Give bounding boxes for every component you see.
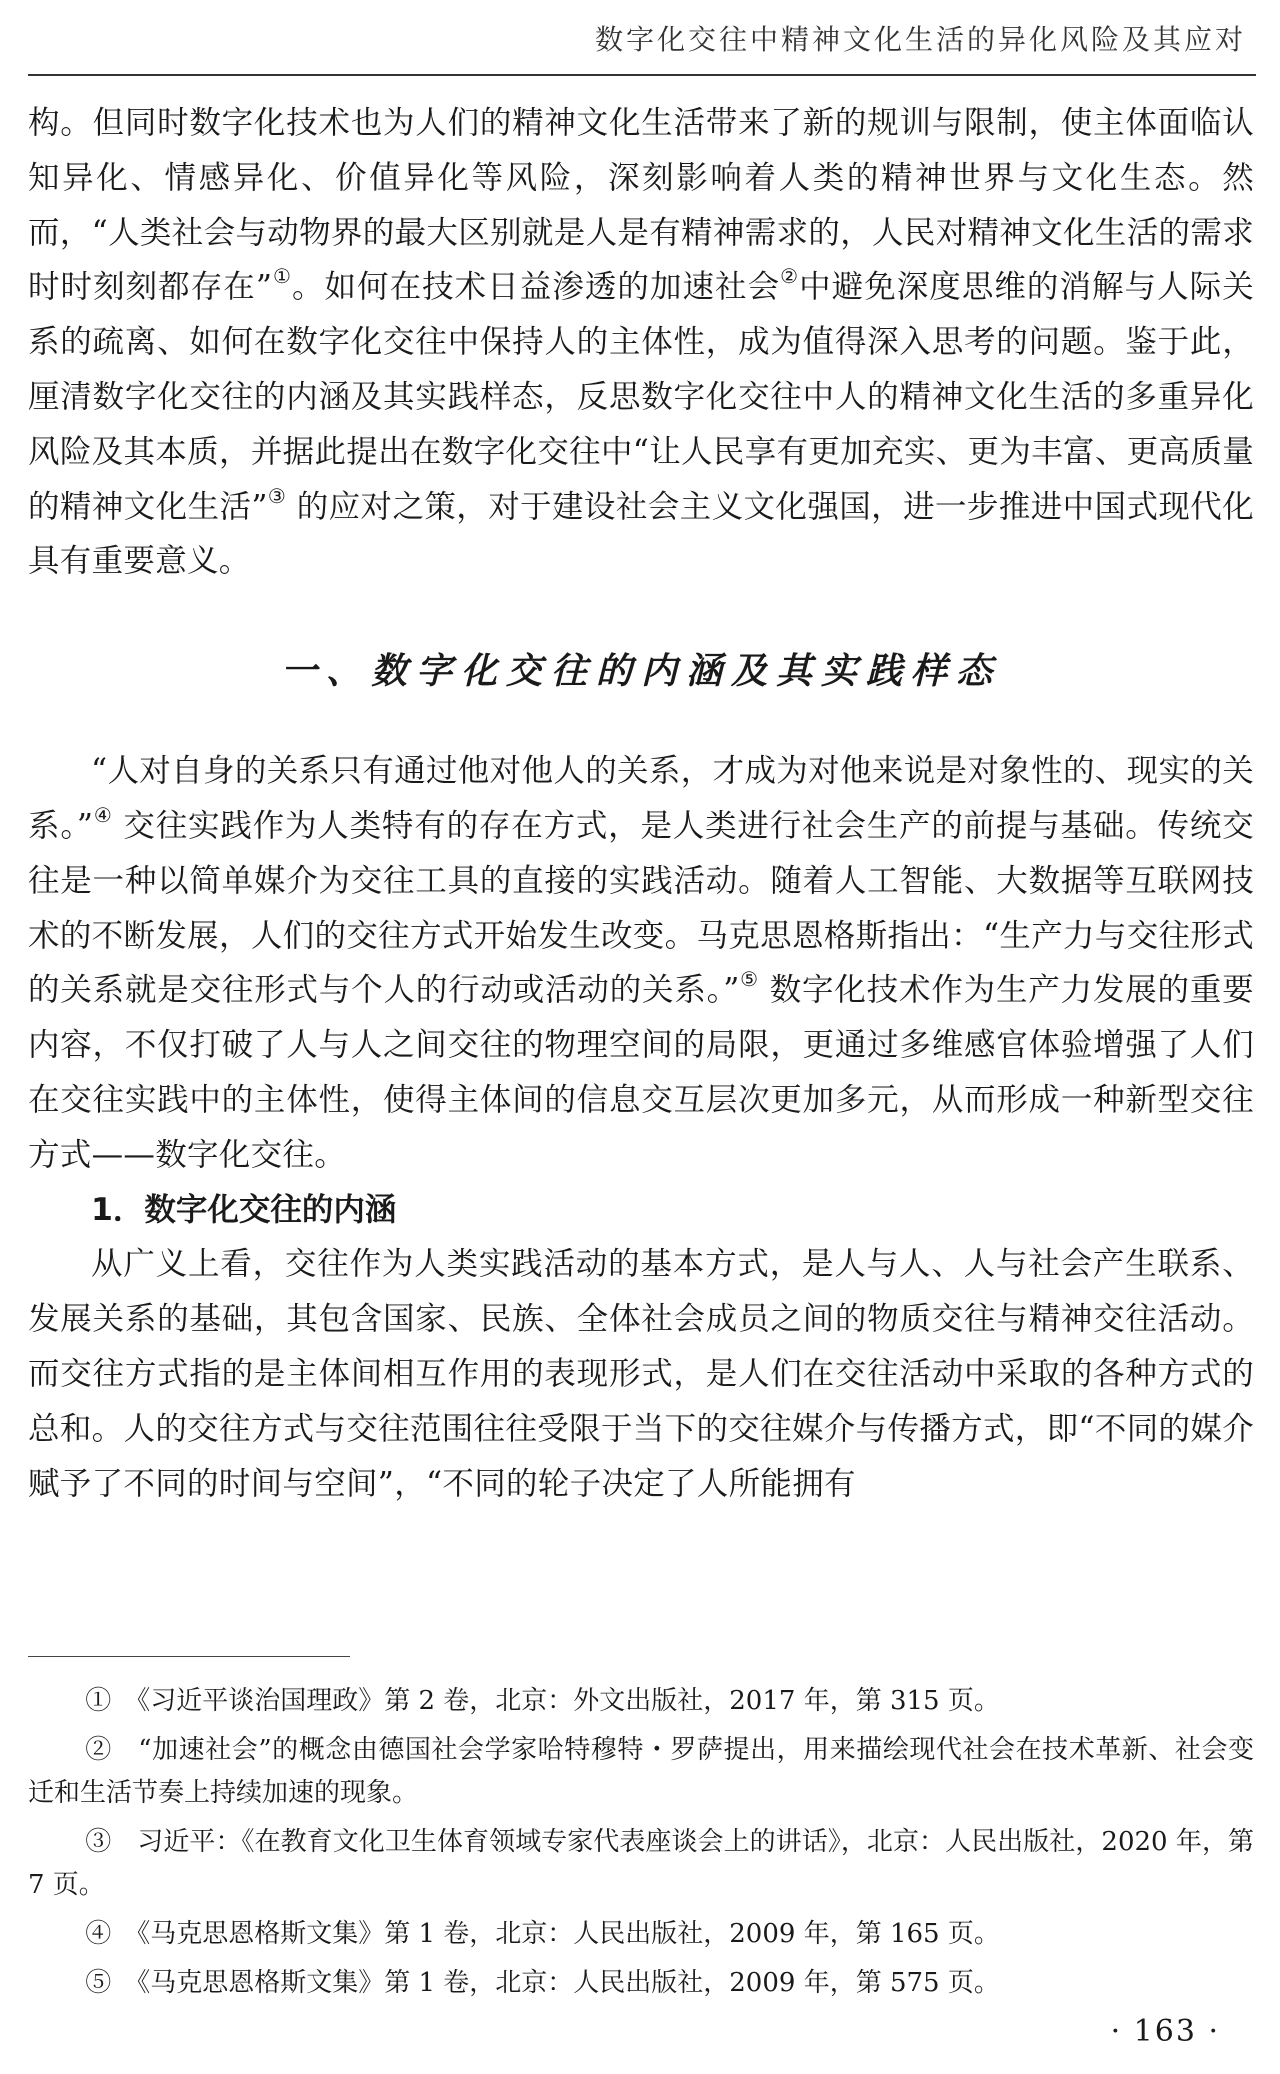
footnote-rule [28,1656,350,1657]
intro-text-d: 的应对之策，对于建设社会主义文化强国，进一步推进中国式现代化具有重要意义。 [28,488,1254,580]
section-text-a: “人对自身的关系只有通过他对他人的关系，才成为对他来说是对象性的、现实的关系。” [28,753,1254,844]
section-paragraph [28,744,1254,1182]
page-number: · 163 · [1110,2014,1220,2049]
footnote-1: ① 《习近平谈治国理政》第 2 卷，北京：外文出版社，2017 年，第 315 页。 [85,1686,1000,1716]
intro-paragraph [28,96,1254,589]
section-title: 一、数字化交往的内涵及其实践样态 [280,650,1001,693]
intro-text-c: 中避免深度思维的消解与人际关系的疏离、如何在数字化交往中保持人的主体性，成为值得深入思考的问题。鉴于此，厘清数字化交往的内涵及其实践样态，反思数字化交往中人的精神文化生活的多重异化风险及其本质，并据此提出在数字化交往中“让人民享有更加充实、更为丰富、更高质量的精神文化生活” [28,269,1254,525]
footnote-3: ③ 习近平：《在教育文化卫生体育领域专家代表座谈会上的讲话》，北京：人民出版社，2020 年，第 7 页。 [28,1827,1254,1900]
footnote-4: ④ 《马克思恩格斯文集》第 1 卷，北京：人民出版社，2009 年，第 165 页。 [85,1919,1000,1949]
section-text-b: 交往实践作为人类特有的存在方式，是人类进行社会生产的前提与基础。传统交往是一种以简单媒介为交往工具的直接的实践活动。随着人工智能、大数据等互联网技术的不断发展，人们的交往方式开始发生改变。马克思恩格斯指出：“生产力与交往形式的关系就是交往形式与个人的行动或活动的关系。” [28,807,1254,1009]
footnote-ref-1[interactable]: ① [272,264,292,289]
footnote-2: ② “加速社会”的概念由德国社会学家哈特穆特・罗萨提出，用来描绘现代社会在技术革新、社会变迁和生活节奏上持续加速的现象。 [28,1735,1254,1808]
subsection-title: 1．数字化交往的内涵 [91,1191,397,1228]
footnote-ref-4[interactable]: ④ [93,802,113,827]
intro-text-b: 。如何在技术日益渗透的加速社会 [291,269,781,306]
footnote-5: ⑤ 《马克思恩格斯文集》第 1 卷，北京：人民出版社，2009 年，第 575 页。 [85,1968,1000,1998]
section-text-c: 数字化技术作为生产力发展的重要内容，不仅打破了人与人之间交往的物理空间的局限，更通过多维感官体验增强了人们在交往实践中的主体性，使得主体间的信息交互层次更加多元，从而形成一种新型交往方式——数字化交往。 [28,972,1254,1173]
page-body [28,96,1254,1511]
intro-text-a: 构。但同时数字化技术也为人们的精神文化生活带来了新的规训与限制，使主体面临认知异化、情感异化、价值异化等风险，深刻影响着人类的精神世界与文化生态。然而，“人类社会与动物界的最大区别就是人是有精神需求的，人民对精神文化生活的需求时时刻刻都存在” [28,105,1254,306]
footnote-ref-5[interactable]: ⑤ [739,967,759,992]
running-header: 数字化交往中精神文化生活的异化风险及其应对 [594,23,1246,56]
footnotes [28,1680,1254,2011]
subsection-paragraph: 从广义上看，交往作为人类实践活动的基本方式，是人与人、人与社会产生联系、发展关系的基础，其包含国家、民族、全体社会成员之间的物质交往与精神交往活动。而交往方式指的是主体间相互作用的表现形式，是人们在交往活动中采取的各种方式的总和。人的交往方式与交往范围往往受限于当下的交往媒介与传播方式，即“不同的媒介赋予了不同的时间与空间”，“不同的轮子决定了人所能拥有 [28,1246,1254,1502]
footnote-ref-3[interactable]: ③ [267,483,287,508]
footnote-ref-2[interactable]: ② [780,264,800,289]
header-rule [28,74,1256,76]
